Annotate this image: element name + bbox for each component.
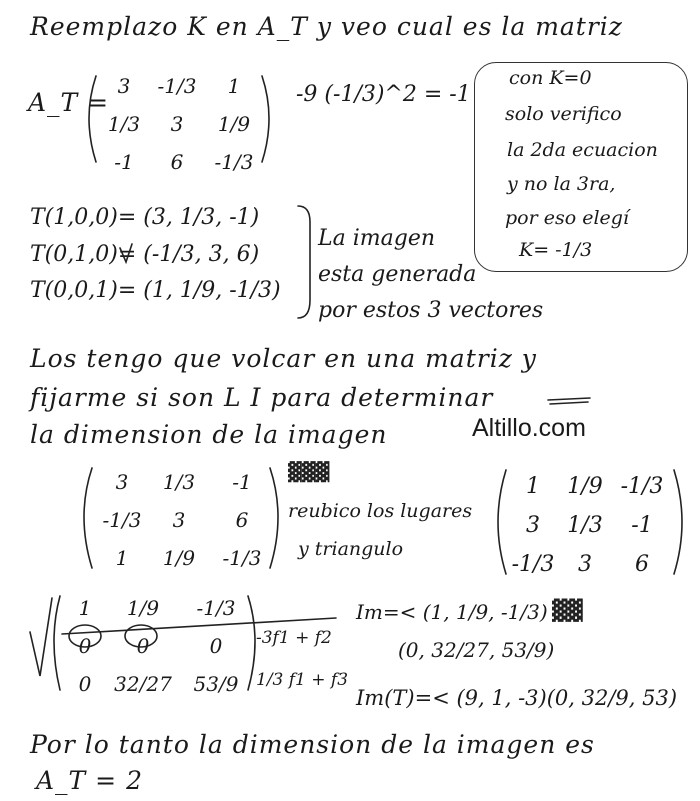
matrix-b-cell: 1/9	[162, 546, 196, 570]
matrix-d-cell: 32/27	[114, 672, 172, 696]
callout-line: solo verifico	[505, 103, 622, 125]
callout-line: K= -1/3	[519, 239, 593, 261]
row-operation: -3f1 + f2	[256, 628, 332, 648]
at-label: A_T =	[28, 88, 110, 117]
paragraph-line: la dimension de la imagen	[30, 420, 388, 449]
matrix-b-cell: 1	[115, 546, 129, 570]
matrix-at-cell: 1/9	[217, 112, 251, 136]
transforms-bracket	[298, 206, 310, 318]
matrix-c-cell: 1/3	[567, 513, 603, 538]
matrix-b-cell: -1/3	[102, 508, 142, 532]
strike-mark	[548, 398, 590, 400]
middle-note-line: reubico los lugares	[288, 500, 473, 522]
watermark: Altillo.com	[472, 414, 586, 442]
matrix-at-cell: 6	[170, 150, 184, 174]
transform-line: T(0,1,0)= (-1/3, 3, 6)	[30, 242, 260, 267]
matrix-bracket	[262, 76, 269, 162]
matrix-at-cell: 3	[170, 112, 184, 136]
callout-line: la 2da ecuacion	[507, 139, 658, 161]
header-line: Reemplazo K en A_T y veo cual es la matriz	[30, 12, 623, 41]
strike-mark	[62, 618, 336, 634]
matrix-at-cell: -1/3	[214, 150, 254, 174]
conclusion-line: A_T = 2	[36, 766, 143, 795]
matrix-c-cell: 1/9	[567, 474, 603, 499]
matrix-bracket	[89, 76, 96, 162]
matrix-c-cell: -1/3	[511, 552, 555, 577]
matrix-c-cell: -1/3	[620, 474, 664, 499]
callout-line: con K=0	[509, 67, 592, 89]
transforms-note-line: La imagen	[318, 226, 436, 251]
transform-line: T(0,0,1)= (1, 1/9, -1/3)	[30, 278, 281, 303]
transform-line: T(1,0,0)= (3, 1/3, -1)	[30, 205, 260, 230]
matrix-at-cell: -1/3	[157, 74, 197, 98]
matrix-d-cell: 0	[136, 634, 150, 658]
matrix-b-cell: -1	[232, 470, 252, 494]
transforms-note-line: esta generada	[318, 262, 477, 287]
conclusion-line: Por lo tanto la dimension de la imagen es	[30, 730, 595, 759]
matrix-c-cell: -1	[631, 513, 653, 538]
strike-mark	[550, 402, 588, 404]
row-operation: 1/3 f1 + f3	[256, 670, 349, 690]
scribble-mark: ▓▓	[552, 598, 583, 622]
matrix-bracket	[248, 596, 255, 690]
matrix-bracket	[54, 596, 60, 690]
matrix-c-cell: 6	[635, 552, 649, 577]
image-span-line: (0, 32/27, 53/9)	[398, 638, 555, 662]
matrix-at-cell: 1/3	[107, 112, 141, 136]
matrix-b-cell: 3	[115, 470, 129, 494]
matrix-c-cell: 3	[526, 513, 540, 538]
transforms-note-line: por estos 3 vectores	[318, 298, 544, 323]
callout-line: por eso elegí	[505, 207, 630, 229]
matrix-bracket	[84, 468, 92, 568]
matrix-d-cell: 0	[209, 634, 223, 658]
matrix-at-cell: 3	[117, 74, 131, 98]
circle-mark	[69, 625, 101, 647]
matrix-d-cell: 1	[78, 596, 92, 620]
side-calculation: -9 (-1/3)^2 = -1	[296, 82, 471, 107]
matrix-b-cell: 3	[172, 508, 186, 532]
matrix-b-cell: 6	[235, 508, 249, 532]
paragraph-line: Los tengo que volcar en una matriz y	[30, 344, 537, 373]
scribble-mark: ▓▓▓	[288, 462, 330, 483]
matrix-d-cell: -1/3	[196, 596, 236, 620]
image-span-line: Im=< (1, 1/9, -1/3)	[356, 600, 548, 624]
middle-note-line: y triangulo	[298, 538, 404, 560]
matrix-d-cell: 1/9	[126, 596, 160, 620]
matrix-b-cell: 1/3	[162, 470, 196, 494]
circle-mark	[125, 625, 157, 647]
matrix-bracket	[498, 470, 506, 574]
image-span-line: Im(T)=< (9, 1, -3)(0, 32/9, 53)	[356, 686, 678, 710]
matrix-bracket	[270, 468, 278, 568]
check-mark	[30, 598, 52, 676]
matrix-b-cell: -1/3	[222, 546, 262, 570]
paragraph-line: fijarme si son L I para determinar	[30, 383, 494, 412]
matrix-c-cell: 1	[526, 474, 540, 499]
matrix-at-cell: -1	[114, 150, 134, 174]
matrix-c-cell: 3	[578, 552, 592, 577]
check-mark	[120, 244, 132, 262]
matrix-d-cell: 0	[78, 634, 92, 658]
matrix-d-cell: 53/9	[193, 672, 239, 696]
matrix-at-cell: 1	[227, 74, 241, 98]
matrix-bracket	[674, 470, 682, 574]
matrix-d-cell: 0	[78, 672, 92, 696]
callout-line: y no la 3ra,	[507, 173, 616, 195]
